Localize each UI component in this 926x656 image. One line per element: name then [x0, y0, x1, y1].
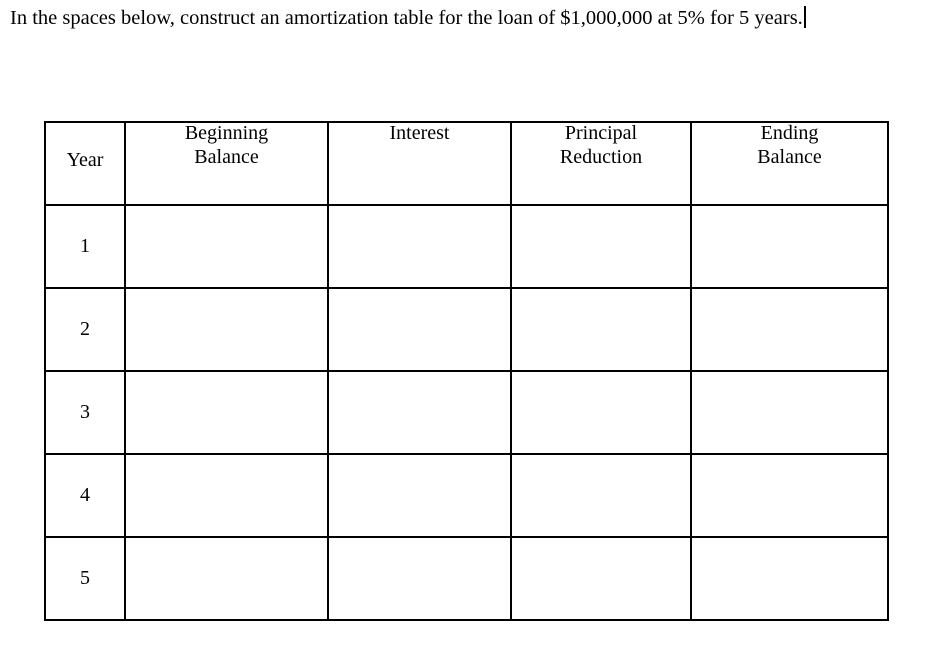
header-principal-reduction: Principal Reduction: [511, 122, 691, 205]
year-cell: 3: [45, 371, 125, 454]
principal-reduction-cell[interactable]: [511, 371, 691, 454]
ending-balance-cell[interactable]: [691, 205, 888, 288]
beginning-balance-cell[interactable]: [125, 288, 328, 371]
beginning-balance-cell[interactable]: [125, 205, 328, 288]
year-cell: 5: [45, 537, 125, 620]
interest-cell[interactable]: [328, 454, 511, 537]
principal-reduction-cell[interactable]: [511, 205, 691, 288]
year-cell: 2: [45, 288, 125, 371]
principal-reduction-cell[interactable]: [511, 288, 691, 371]
table-row: [45, 371, 888, 454]
principal-reduction-cell[interactable]: [511, 454, 691, 537]
table-row: [45, 537, 888, 620]
interest-cell[interactable]: [328, 288, 511, 371]
question-prompt: [10, 6, 890, 31]
interest-cell[interactable]: [328, 371, 511, 454]
interest-cell[interactable]: [328, 205, 511, 288]
ending-balance-cell[interactable]: [691, 288, 888, 371]
principal-reduction-cell[interactable]: [511, 537, 691, 620]
ending-balance-cell[interactable]: [691, 454, 888, 537]
beginning-balance-cell[interactable]: [125, 371, 328, 454]
prompt-text: In the spaces below, construct an amortization table for the loan of $1,000,000 at 5% for 5 years.: [10, 7, 803, 29]
year-cell: 1: [45, 205, 125, 288]
text-cursor: [804, 6, 806, 28]
beginning-balance-cell[interactable]: [125, 454, 328, 537]
table-row: [45, 454, 888, 537]
ending-balance-cell[interactable]: [691, 537, 888, 620]
table-row: [45, 288, 888, 371]
amortization-table: [44, 121, 889, 621]
year-cell: 4: [45, 454, 125, 537]
table-row: [45, 205, 888, 288]
beginning-balance-cell[interactable]: [125, 537, 328, 620]
interest-cell[interactable]: [328, 537, 511, 620]
header-year: Year: [45, 122, 125, 205]
ending-balance-cell[interactable]: [691, 371, 888, 454]
header-beginning-balance: Beginning Balance: [125, 122, 328, 205]
header-row: [45, 122, 888, 205]
header-ending-balance: Ending Balance: [691, 122, 888, 205]
header-interest: Interest: [328, 122, 511, 205]
